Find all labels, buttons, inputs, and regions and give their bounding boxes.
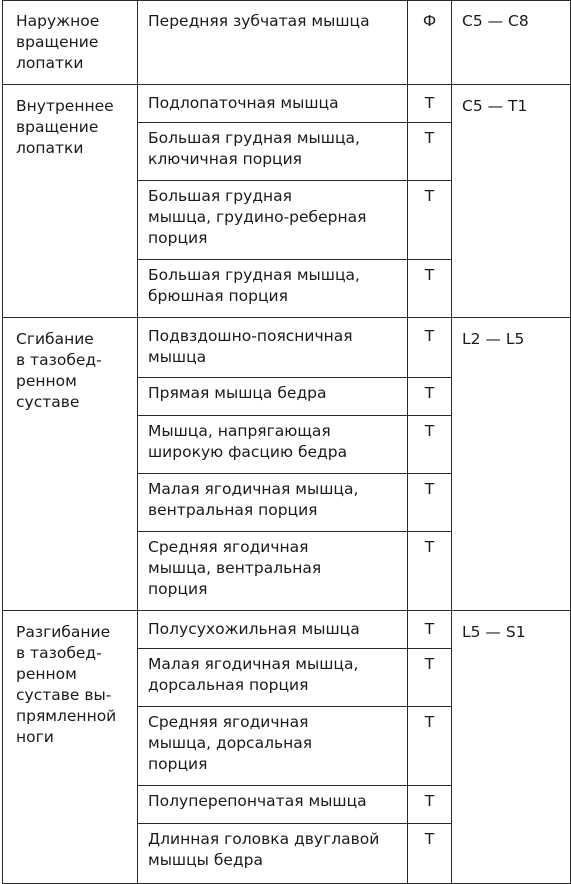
muscle-type-letter: Т [424,620,435,638]
muscle-cell [138,1,408,85]
muscle-type-letter: Ф [422,12,437,30]
type-cell [408,824,452,884]
muscle-name: Длинная головка двуглавой мышцы бедра [148,830,380,869]
table-row [3,1,571,85]
movement-cell [3,611,138,884]
muscle-name: Мышца, напрягающая широкую фасцию бедра [148,422,348,461]
table-row [3,611,571,649]
muscle-name: Малая ягодичная мышца, дорсальная порция [148,655,359,694]
type-cell [408,181,452,260]
segments-cell [452,611,571,884]
segments-cell [452,1,571,85]
table-row [3,318,571,378]
muscle-type-letter: Т [424,538,435,556]
table-body [3,1,571,884]
type-cell [408,707,452,786]
muscle-name: Подлопаточная мышца [148,94,339,112]
movement-label: Наружное вращение лопатки [16,12,100,72]
movement-cell [3,318,138,611]
movement-cell [3,1,138,85]
muscle-cell [138,123,408,181]
muscle-name: Полуперепончатая мышца [148,792,367,810]
muscle-name: Средняя ягодичная мышца, дорсальная порция [148,713,313,773]
muscle-type-letter: Т [424,830,435,848]
spinal-segments: L2 — L5 [462,330,525,348]
type-cell [408,611,452,649]
muscle-cell [138,181,408,260]
muscle-type-letter: Т [424,94,435,112]
muscle-type-letter: Т [424,187,435,205]
muscle-name: Передняя зубчатая мышца [148,12,370,30]
spinal-segments: C5 — C8 [462,12,529,30]
spinal-segments: C5 — T1 [462,97,528,115]
type-cell [408,649,452,707]
muscle-name: Прямая мышца бедра [148,384,327,402]
muscle-name: Средняя ягодичная мышца, вентральная порция [148,538,322,598]
muscle-cell [138,416,408,474]
type-cell [408,416,452,474]
muscle-cell [138,824,408,884]
movement-cell [3,85,138,318]
muscle-type-letter: Т [424,422,435,440]
muscle-name: Большая грудная мышца, грудино-реберная порция [148,187,367,247]
movement-label: Разгибание в тазобед- ренном суставе вы- прямленной ноги [16,623,117,746]
table-row [3,85,571,123]
movement-label: Внутреннее вращение лопатки [16,97,114,157]
muscle-name: Большая грудная мышца, ключичная порция [148,129,360,168]
muscle-type-letter: Т [424,129,435,147]
muscle-type-letter: Т [424,655,435,673]
muscle-name: Большая грудная мышца, брюшная порция [148,266,360,305]
muscle-cell [138,260,408,318]
muscle-type-letter: Т [424,713,435,731]
muscle-type-letter: Т [424,327,435,345]
muscle-type-letter: Т [424,480,435,498]
type-cell [408,474,452,532]
muscle-cell [138,611,408,649]
type-cell [408,318,452,378]
muscle-name: Малая ягодичная мышца, вентральная порция [148,480,359,519]
type-cell [408,85,452,123]
type-cell [408,260,452,318]
type-cell [408,1,452,85]
movement-label: Сгибание в тазобед- ренном суставе [16,330,102,411]
muscle-type-letter: Т [424,384,435,402]
muscle-type-letter: Т [424,792,435,810]
muscle-name: Подвздошно-поясничная мышца [148,327,353,366]
spinal-segments: L5 — S1 [462,623,526,641]
muscle-name: Полусухожильная мышца [148,620,360,638]
type-cell [408,532,452,611]
segments-cell [452,85,571,318]
type-cell [408,123,452,181]
muscle-type-letter: Т [424,266,435,284]
muscle-cell [138,532,408,611]
type-cell [408,786,452,824]
muscle-cell [138,474,408,532]
muscle-cell [138,318,408,378]
type-cell [408,378,452,416]
muscle-cell [138,378,408,416]
segments-cell [452,318,571,611]
muscle-cell [138,649,408,707]
muscle-innervation-table [2,0,571,884]
muscle-cell [138,707,408,786]
muscle-cell [138,85,408,123]
muscle-cell [138,786,408,824]
